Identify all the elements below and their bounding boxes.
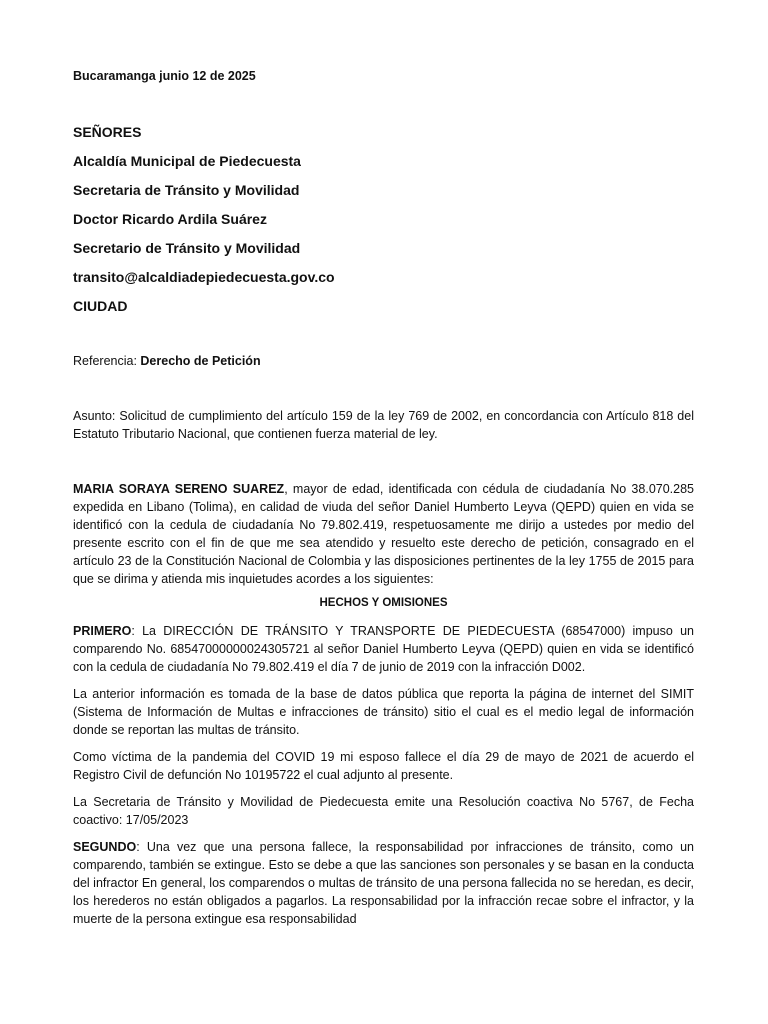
addressee-email: transito@alcaldiadepiedecuesta.gov.co <box>73 269 335 285</box>
primero-paragraph <box>73 622 694 676</box>
primero-label: PRIMERO <box>73 624 132 638</box>
section-heading: HECHOS Y OMISIONES <box>319 597 448 609</box>
addressee-line-7: CIUDAD <box>73 298 128 314</box>
simit-paragraph: La anterior información es tomada de la base de datos pública que reporta la página de internet del SIMIT (Sistema de Información de Multas e infracciones de tránsito) sitio el cual es el medio legal de información donde se reportan las multas de tránsito. <box>73 687 694 737</box>
intro-text: , mayor de edad, identificada con cédula de ciudadanía No 38.070.285 expedida en Libano (Tolima), en calidad de viuda del señor Daniel Humberto Leyva (QEPD) quien en vida se identificó con la cedula de ciudadanía No 79.802.419, respetuosamente me dirijo a ustedes por medio del presente escrito con el fin de que me sea atendido y resuelto este derecho de petición, consagrado en el artículo 23 de la Constitución Nacional de Colombia y las disposiciones pertinentes de la ley 1755 de 2015 para que se dirima y atienda mis inquietudes acordes a los siguientes: <box>73 482 694 586</box>
letter-date: Bucaramanga junio 12 de 2025 <box>73 69 256 83</box>
addressee-line-4: Doctor Ricardo Ardila Suárez <box>73 211 267 227</box>
reference-line <box>73 354 261 368</box>
segundo-text: : Una vez que una persona fallece, la responsabilidad por infracciones de tránsito, como un comparendo, también se extingue. Esto se debe a que las sanciones son personales y se basan en la conducta del infractor En general, los comparendos o multas de tránsito de una persona fallecida no se heredan, es decir, los herederos no están obligados a pagarlos. La responsabilidad por la infracción recae sobre el infractor, y la muerte de la persona extingue esa responsabilidad <box>73 840 694 926</box>
letter-page <box>73 0 694 1024</box>
petitioner-name: MARIA SORAYA SERENO SUAREZ <box>73 482 285 496</box>
segundo-label: SEGUNDO <box>73 840 137 854</box>
addressee-line-1: SEÑORES <box>73 124 142 140</box>
addressee-line-2: Alcaldía Municipal de Piedecuesta <box>73 153 301 169</box>
segundo-paragraph <box>73 838 694 928</box>
addressee-line-3: Secretaria de Tránsito y Movilidad <box>73 182 300 198</box>
resolucion-paragraph: La Secretaria de Tránsito y Movilidad de Piedecuesta emite una Resolución coactiva No 5767, de Fecha coactivo: 17/05/2023 <box>73 795 694 827</box>
addressee-line-5: Secretario de Tránsito y Movilidad <box>73 240 301 256</box>
covid-paragraph: Como víctima de la pandemia del COVID 19 mi esposo fallece el día 29 de mayo de 2021 de acuerdo el Registro Civil de defunción No 10195722 el cual adjunto al presente. <box>73 750 694 782</box>
primero-text: : La DIRECCIÓN DE TRÁNSITO Y TRANSPORTE DE PIEDECUESTA (68547000) impuso un comparendo No. 68547000000024305721 al señor Daniel Humberto Leyva (QEPD) quien en vida se identificó con la cedula de ciudadanía No 79.802.419 el día 7 de junio de 2019 con la infracción D002. <box>73 624 694 674</box>
reference-value: Derecho de Petición <box>140 354 261 368</box>
reference-label: Referencia: <box>73 354 141 368</box>
subject-paragraph: Asunto: Solicitud de cumplimiento del artículo 159 de la ley 769 de 2002, en concordancia con Artículo 818 del Estatuto Tributario Nacional, que contienen fuerza material de ley. <box>73 409 694 441</box>
intro-paragraph <box>73 480 694 588</box>
